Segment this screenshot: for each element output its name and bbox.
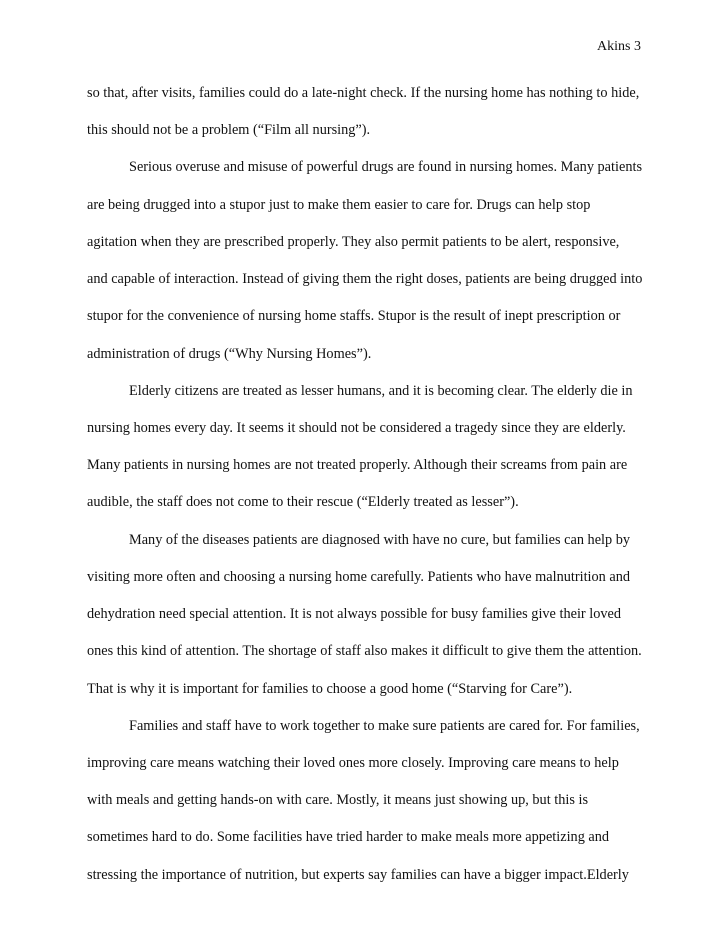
text-line: improving care means watching their loved ones more closely. Improving care means to help bbox=[87, 754, 619, 771]
paragraph-first-line: Families and staff have to work together to make sure patients are cared for. For families, bbox=[129, 717, 640, 734]
text-line: stressing the importance of nutrition, but experts say families can have a bigger impact.Elderly bbox=[87, 866, 629, 883]
text-line: stupor for the convenience of nursing home staffs. Stupor is the result of inept prescription or bbox=[87, 308, 621, 325]
text-line: this should not be a problem (“Film all nursing”). bbox=[87, 122, 371, 139]
text-line: visiting more often and choosing a nursing home carefully. Patients who have malnutrition and bbox=[87, 568, 631, 585]
running-head: Akins 3 bbox=[597, 39, 641, 54]
text-line: Many patients in nursing homes are not treated properly. Although their screams from pain are bbox=[87, 457, 628, 474]
text-line: sometimes hard to do. Some facilities have tried harder to make meals more appetizing and bbox=[87, 829, 610, 846]
text-line: ones this kind of attention. The shortage of staff also makes it difficult to give them the attention. bbox=[87, 643, 642, 660]
paragraph-first-line: Many of the diseases patients are diagnosed with have no cure, but families can help by bbox=[129, 531, 631, 548]
text-line: audible, the staff does not come to their rescue (“Elderly treated as lesser”). bbox=[87, 494, 519, 511]
body-text bbox=[87, 80, 647, 899]
text-line: That is why it is important for families to choose a good home (“Starving for Care”). bbox=[87, 680, 573, 697]
text-line: are being drugged into a stupor just to make them easier to care for. Drugs can help stop bbox=[87, 196, 591, 213]
text-line: with meals and getting hands-on with care. Mostly, it means just showing up, but this is bbox=[87, 792, 589, 809]
paragraph-first-line: Serious overuse and misuse of powerful drugs are found in nursing homes. Many patients bbox=[129, 159, 643, 176]
paragraph-first-line: Elderly citizens are treated as lesser humans, and it is becoming clear. The elderly die in bbox=[129, 382, 633, 399]
text-line: administration of drugs (“Why Nursing Homes”). bbox=[87, 345, 372, 362]
text-line: dehydration need special attention. It is not always possible for busy families give their loved bbox=[87, 606, 622, 623]
text-line: nursing homes every day. It seems it should not be considered a tragedy since they are elderly. bbox=[87, 419, 626, 436]
text-line: agitation when they are prescribed properly. They also permit patients to be alert, responsive, bbox=[87, 233, 620, 250]
text-line: so that, after visits, families could do a late-night check. If the nursing home has nothing to hide, bbox=[87, 85, 640, 101]
text-line: and capable of interaction. Instead of giving them the right doses, patients are being drugged into bbox=[87, 271, 643, 288]
